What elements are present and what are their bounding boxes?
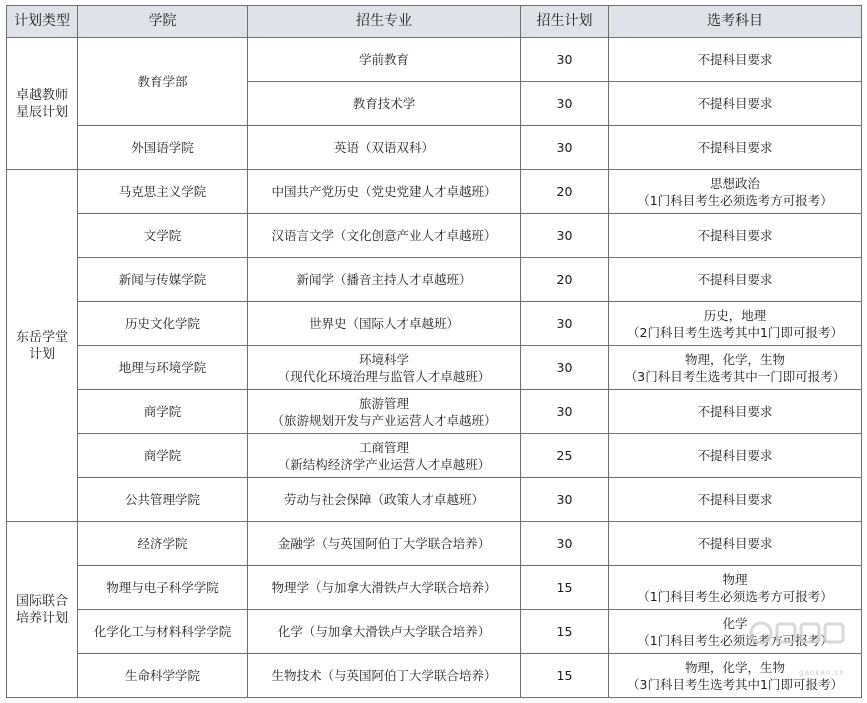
- college-cell: 公共管理学院: [78, 478, 248, 522]
- plan-count-cell: 15: [521, 566, 609, 610]
- header-row: [7, 6, 862, 38]
- table-row: [7, 434, 862, 478]
- major-cell: 工商管理 （新结构经济学产业运营人才卓越班）: [248, 434, 521, 478]
- college-cell: 马克思主义学院: [78, 170, 248, 214]
- plan-count-cell: 30: [521, 478, 609, 522]
- plan-count-cell: 30: [521, 346, 609, 390]
- plan-count-cell: 30: [521, 38, 609, 82]
- college-cell: 外国语学院: [78, 126, 248, 170]
- plan-count-cell: 30: [521, 214, 609, 258]
- plan-type-cell: 东岳学堂 计划: [7, 170, 78, 522]
- subjects-cell: 不提科目要求: [609, 214, 862, 258]
- subjects-cell: 不提科目要求: [609, 82, 862, 126]
- header-college: 学院: [78, 6, 248, 38]
- major-cell: 汉语言文学（文化创意产业人才卓越班）: [248, 214, 521, 258]
- subjects-cell: 不提科目要求: [609, 522, 862, 566]
- college-cell: 经济学院: [78, 522, 248, 566]
- table-row: [7, 654, 862, 698]
- plan-count-cell: 20: [521, 258, 609, 302]
- table-row: [7, 38, 862, 82]
- plan-count-cell: 15: [521, 654, 609, 698]
- major-cell: 英语（双语双科）: [248, 126, 521, 170]
- major-cell: 物理学（与加拿大滑铁卢大学联合培养）: [248, 566, 521, 610]
- major-cell: 旅游管理 （旅游规划开发与产业运营人才卓越班）: [248, 390, 521, 434]
- table-row: [7, 302, 862, 346]
- major-cell: 劳动与社会保障（政策人才卓越班）: [248, 478, 521, 522]
- college-cell: 文学院: [78, 214, 248, 258]
- major-cell: 教育技术学: [248, 82, 521, 126]
- plan-count-cell: 20: [521, 170, 609, 214]
- table-row: [7, 522, 862, 566]
- college-cell: 地理与环境学院: [78, 346, 248, 390]
- subjects-cell: 不提科目要求: [609, 434, 862, 478]
- major-cell: 学前教育: [248, 38, 521, 82]
- subjects-cell: 不提科目要求: [609, 390, 862, 434]
- college-cell: 物理与电子科学学院: [78, 566, 248, 610]
- plan-count-cell: 30: [521, 522, 609, 566]
- major-cell: 化学（与加拿大滑铁卢大学联合培养）: [248, 610, 521, 654]
- major-cell: 环境科学 （现代化环境治理与监管人才卓越班）: [248, 346, 521, 390]
- header-plan-count: 招生计划: [521, 6, 609, 38]
- table-row: [7, 566, 862, 610]
- plan-type-cell: 国际联合 培养计划: [7, 522, 78, 698]
- table-row: [7, 610, 862, 654]
- table-row: [7, 478, 862, 522]
- major-cell: 中国共产党历史（党史党建人才卓越班）: [248, 170, 521, 214]
- subjects-cell: 化学 （1门科目考生必须选考方可报考）: [609, 610, 862, 654]
- subjects-cell: 不提科目要求: [609, 258, 862, 302]
- table-row: [7, 390, 862, 434]
- table-row: [7, 346, 862, 390]
- watermark-text: gaokao.cn: [799, 668, 845, 677]
- subjects-cell: 不提科目要求: [609, 126, 862, 170]
- plan-count-cell: 30: [521, 82, 609, 126]
- subjects-cell: 物理 （1门科目考生必须选考方可报考）: [609, 566, 862, 610]
- table-row: [7, 170, 862, 214]
- subjects-cell: 思想政治 （1门科目考生必须选考方可报考）: [609, 170, 862, 214]
- header-major: 招生专业: [248, 6, 521, 38]
- subjects-cell: 物理，化学，生物 （3门科目考生选考其中1门即可报考）: [609, 654, 862, 698]
- table-row: [7, 214, 862, 258]
- plan-count-cell: 25: [521, 434, 609, 478]
- college-cell: 化学化工与材料科学学院: [78, 610, 248, 654]
- plan-count-cell: 30: [521, 302, 609, 346]
- college-cell: 商学院: [78, 434, 248, 478]
- table-row: [7, 126, 862, 170]
- subjects-cell: 历史，地理 （2门科目考生选考其中1门即可报考）: [609, 302, 862, 346]
- college-cell: 商学院: [78, 390, 248, 434]
- college-cell: 历史文化学院: [78, 302, 248, 346]
- plan-count-cell: 15: [521, 610, 609, 654]
- college-cell: 教育学部: [78, 38, 248, 126]
- major-cell: 世界史（国际人才卓越班）: [248, 302, 521, 346]
- admission-plan-table: [6, 5, 862, 698]
- subjects-cell: 物理，化学，生物 （3门科目考生选考其中一门即可报考）: [609, 346, 862, 390]
- header-plan-type: 计划类型: [7, 6, 78, 38]
- table-row: [7, 258, 862, 302]
- major-cell: 生物技术（与英国阿伯丁大学联合培养）: [248, 654, 521, 698]
- plan-type-cell: 卓越教师 星辰计划: [7, 38, 78, 170]
- plan-count-cell: 30: [521, 390, 609, 434]
- college-cell: 新闻与传媒学院: [78, 258, 248, 302]
- plan-count-cell: 30: [521, 126, 609, 170]
- subjects-cell: 不提科目要求: [609, 38, 862, 82]
- major-cell: 金融学（与英国阿伯丁大学联合培养）: [248, 522, 521, 566]
- subjects-cell: 不提科目要求: [609, 478, 862, 522]
- college-cell: 生命科学学院: [78, 654, 248, 698]
- header-subjects: 选考科目: [609, 6, 862, 38]
- major-cell: 新闻学（播音主持人才卓越班）: [248, 258, 521, 302]
